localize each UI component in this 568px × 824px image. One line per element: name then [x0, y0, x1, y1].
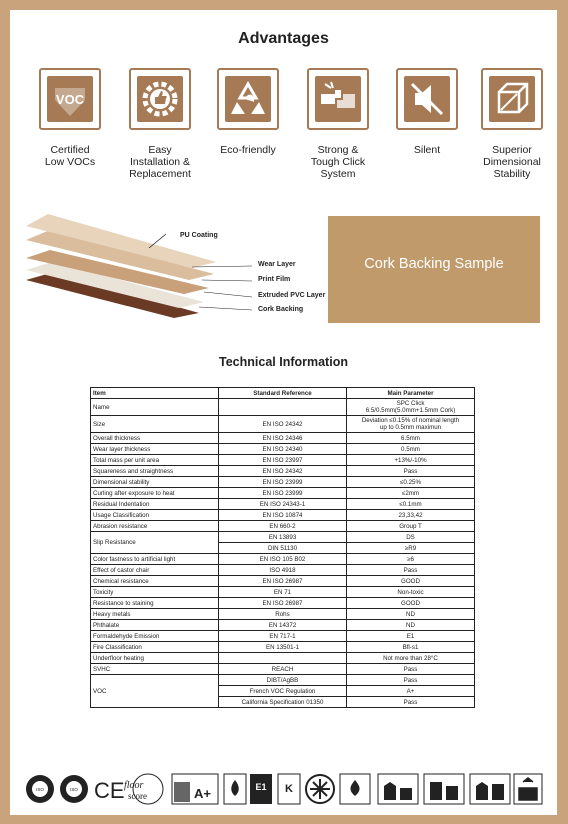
table-row	[91, 499, 475, 510]
table-row	[91, 444, 475, 455]
svg-text:A+: A+	[194, 786, 211, 801]
table-row	[91, 455, 475, 466]
table-row	[91, 576, 475, 587]
svg-text:score: score	[128, 791, 147, 801]
row-parameter: Group T	[347, 521, 475, 532]
row-parameter: ≥R9	[347, 543, 475, 554]
technical-table	[90, 387, 475, 708]
row-standard: EN 660-2	[219, 521, 347, 532]
advantage-click-system	[298, 68, 378, 180]
row-item: Usage Classification	[91, 510, 219, 521]
row-standard: EN ISO 24343-1	[219, 499, 347, 510]
layer-label-pu: PU Coating	[180, 232, 218, 239]
layer-label-wear: Wear Layer	[258, 261, 296, 268]
row-standard: EN ISO 10874	[219, 510, 347, 521]
row-item: Overall thickness	[91, 433, 219, 444]
table-row	[91, 565, 475, 576]
row-standard	[219, 399, 347, 416]
row-standard: EN ISO 23999	[219, 477, 347, 488]
cork-backing-sample	[328, 216, 540, 323]
iso-9001-logo	[26, 775, 54, 803]
row-item: Abrasion resistance	[91, 521, 219, 532]
table-row	[91, 399, 475, 416]
layer-label-print: Print Film	[258, 276, 291, 283]
header-standard: Standard Reference	[219, 388, 347, 399]
row-parameter: GOOD	[347, 598, 475, 609]
row-parameter: Pass	[347, 565, 475, 576]
table-row	[91, 609, 475, 620]
header-parameter: Main Parameter	[347, 388, 475, 399]
row-parameter: E1	[347, 631, 475, 642]
row-parameter: 6.5mm	[347, 433, 475, 444]
recycle-icon	[217, 68, 279, 130]
row-standard: DIN 51130	[219, 543, 347, 554]
row-parameter: ≤2mm	[347, 488, 475, 499]
table-row	[91, 521, 475, 532]
row-parameter: Pass	[347, 664, 475, 675]
row-standard: EN ISO 24342	[219, 416, 347, 433]
table-row	[91, 664, 475, 675]
water-resistant-icon	[340, 774, 370, 804]
table-row	[91, 631, 475, 642]
row-item: Dimensional stability	[91, 477, 219, 488]
advantage-label: Silent	[413, 144, 441, 156]
aplus-emission-logo	[172, 774, 218, 804]
svg-text:E1: E1	[255, 782, 267, 792]
advantage-label: Strong & Tough Click System	[310, 144, 366, 180]
heavy-traffic-icon	[514, 774, 542, 804]
layer-label-cork: Cork Backing	[258, 306, 304, 313]
svg-text:CE: CE	[94, 778, 125, 803]
class-33-icon	[424, 774, 464, 804]
advantage-label: Certified Low VOCs	[44, 144, 96, 168]
table-row	[91, 653, 475, 664]
row-item: Size	[91, 416, 219, 433]
table-row	[91, 675, 475, 686]
table-row	[91, 532, 475, 543]
row-parameter: ≤0.1mm	[347, 499, 475, 510]
gear-thumbs-up-icon	[129, 68, 191, 130]
layer-label-pvc: Extruded PVC Layer	[258, 292, 326, 299]
row-standard: EN ISO 105 B02	[219, 554, 347, 565]
advantage-label: Superior Dimensional Stability	[483, 144, 541, 180]
row-item: Resistance to staining	[91, 598, 219, 609]
row-item: Name	[91, 399, 219, 416]
svg-text:VOC: VOC	[55, 92, 85, 107]
row-parameter: 0.5mm	[347, 444, 475, 455]
table-row	[91, 598, 475, 609]
row-parameter: ≤0.25%	[347, 477, 475, 488]
advantage-silent	[387, 68, 467, 156]
table-row	[91, 416, 475, 433]
row-standard: ISO 4918	[219, 565, 347, 576]
voc-icon	[39, 68, 101, 130]
dimension-cube-icon	[481, 68, 543, 130]
table-row	[91, 477, 475, 488]
advantage-eco	[208, 68, 288, 156]
fire-rating-icon	[224, 774, 246, 804]
table-row	[91, 620, 475, 631]
svg-text:ISO: ISO	[36, 787, 44, 792]
row-parameter: SPC Click 6.5/0.5mm(5.0mm+1.5mm Cork)	[347, 399, 475, 416]
row-item: Total mass per unit area	[91, 455, 219, 466]
row-standard: EN 717-1	[219, 631, 347, 642]
row-item: Chemical resistance	[91, 576, 219, 587]
row-item: Curling after exposure to heat	[91, 488, 219, 499]
mute-speaker-icon	[396, 68, 458, 130]
row-parameter: Bfl-s1	[347, 642, 475, 653]
row-item: VOC	[91, 675, 219, 708]
svg-text:K: K	[285, 783, 293, 795]
row-parameter: Non-toxic	[347, 587, 475, 598]
row-parameter: GOOD	[347, 576, 475, 587]
row-standard: EN 14372	[219, 620, 347, 631]
row-standard: EN 13893	[219, 532, 347, 543]
k-class-icon	[278, 774, 300, 804]
row-standard: EN 13501-1	[219, 642, 347, 653]
row-standard: French VOC Regulation	[219, 686, 347, 697]
row-item: Fire Classification	[91, 642, 219, 653]
svg-text:floor: floor	[124, 780, 144, 791]
row-standard: EN ISO 26987	[219, 576, 347, 587]
advantage-easy-install	[120, 68, 200, 180]
row-item: Formaldehyde Emission	[91, 631, 219, 642]
row-parameter: Pass	[347, 466, 475, 477]
row-standard: California Specification 01350	[219, 697, 347, 708]
advantages-title: Advantages	[238, 30, 329, 47]
class-23-icon	[378, 774, 418, 804]
advantage-label: Eco-friendly	[220, 144, 276, 156]
row-standard: EN ISO 24342	[219, 466, 347, 477]
cork-sample-label: Cork Backing Sample	[364, 256, 504, 272]
row-standard: EN ISO 26987	[219, 598, 347, 609]
table-body	[91, 399, 475, 708]
row-standard: EN ISO 24346	[219, 433, 347, 444]
row-item: Residual Indentation	[91, 499, 219, 510]
table-row	[91, 510, 475, 521]
row-item: SVHC	[91, 664, 219, 675]
table-header-row	[91, 388, 475, 399]
row-parameter: DS	[347, 532, 475, 543]
row-item: Squareness and straightness	[91, 466, 219, 477]
row-item: Underfloor heating	[91, 653, 219, 664]
e1-formaldehyde-icon	[250, 774, 272, 804]
row-item: Wear layer thickness	[91, 444, 219, 455]
row-item: Toxicity	[91, 587, 219, 598]
spec-sheet	[10, 10, 557, 815]
row-item: Color fastness to artificial light	[91, 554, 219, 565]
advantage-low-voc	[30, 68, 110, 168]
row-standard: REACH	[219, 664, 347, 675]
row-parameter: ND	[347, 609, 475, 620]
row-parameter: 23,33,42	[347, 510, 475, 521]
row-standard: EN ISO 23997	[219, 455, 347, 466]
row-item: Heavy metals	[91, 609, 219, 620]
row-parameter: Pass	[347, 697, 475, 708]
row-standard: EN ISO 24340	[219, 444, 347, 455]
table-row	[91, 433, 475, 444]
row-standard: Rohs	[219, 609, 347, 620]
row-standard: EN 71	[219, 587, 347, 598]
row-parameter: Pass	[347, 675, 475, 686]
iso-14001-logo	[60, 775, 88, 803]
row-item: Effect of castor chair	[91, 565, 219, 576]
plank-layers-diagram	[24, 210, 324, 330]
table-row	[91, 587, 475, 598]
class-42-icon	[470, 774, 510, 804]
row-standard: DIBT/AgBB	[219, 675, 347, 686]
table-row	[91, 488, 475, 499]
antibacterial-icon	[306, 775, 334, 803]
click-joint-icon	[307, 68, 369, 130]
row-parameter: +13%/-10%	[347, 455, 475, 466]
floorscore-logo	[124, 774, 163, 804]
svg-text:ISO: ISO	[70, 787, 78, 792]
certification-logos	[24, 772, 544, 806]
row-parameter: ND	[347, 620, 475, 631]
row-standard: EN ISO 23999	[219, 488, 347, 499]
header-item: Item	[91, 388, 219, 399]
table-row	[91, 642, 475, 653]
row-item: Phthalate	[91, 620, 219, 631]
advantage-label: Easy Installation & Replacement	[129, 144, 191, 180]
ce-mark-logo	[94, 778, 125, 803]
table-row	[91, 466, 475, 477]
advantage-stability	[472, 68, 552, 180]
table-row	[91, 554, 475, 565]
row-parameter: Deviation ≤0.15% of nominal length up to 0.5mm maximun	[347, 416, 475, 433]
row-item: Slip Resistance	[91, 532, 219, 554]
row-standard	[219, 653, 347, 664]
row-parameter: A+	[347, 686, 475, 697]
technical-title: Technical Information	[219, 355, 348, 369]
row-parameter: ≥6	[347, 554, 475, 565]
row-parameter: Not more than 28°C	[347, 653, 475, 664]
